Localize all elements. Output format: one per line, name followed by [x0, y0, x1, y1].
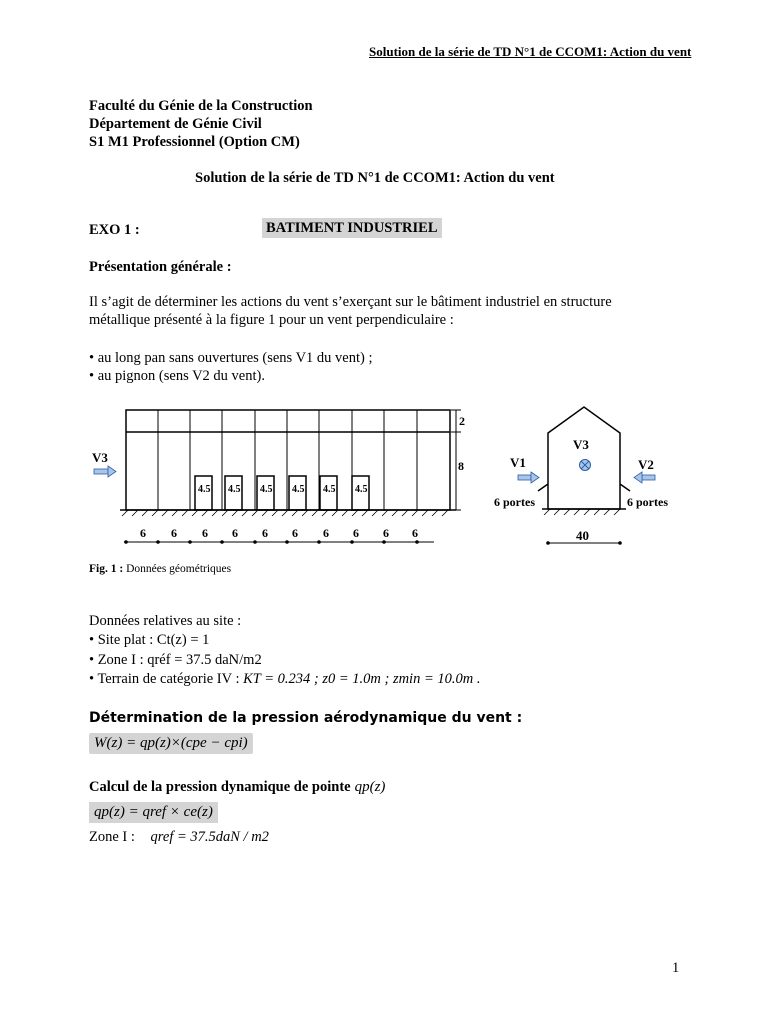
- zone-row: [89, 829, 269, 846]
- bullet-item: • au pignon (sens V2 du vent).: [89, 368, 265, 384]
- width-label: 40: [576, 528, 589, 543]
- figure-caption: [89, 563, 231, 575]
- site-terrain-label: Terrain de catégorie IV :: [97, 671, 240, 687]
- wind-label-v3-gable: V3: [573, 437, 589, 452]
- wind-arrow-v1: [518, 472, 539, 483]
- span-label: 6: [383, 526, 389, 540]
- peak-heading-row: [89, 778, 385, 796]
- figure-caption-text: Données géométriques: [126, 563, 232, 575]
- door-label: 4.5: [323, 484, 336, 495]
- bullet-item: • au long pan sans ouvertures (sens V1 du vent) ;: [89, 350, 373, 366]
- gable-ground-hatch: [544, 509, 620, 515]
- wind-into-page-icon: [580, 460, 591, 471]
- presentation-line-2: métallique présenté à la figure 1 pour un vent perpendiculaire :: [89, 312, 454, 328]
- height-main-label: 8: [458, 459, 464, 473]
- site-terrain-values: KT = 0.234 ; z0 = 1.0m ; zmin = 10.0m .: [243, 671, 481, 687]
- bullet-text: au long pan sans ouvertures (sens V1 du vent) ;: [97, 350, 373, 366]
- span-label: 6: [262, 526, 268, 540]
- peak-heading: Calcul de la pression dynamique de pointe: [89, 779, 351, 795]
- span-labels: [140, 526, 418, 540]
- site-bullet-terrain: • Terrain de catégorie IV : KT = 0.234 ; z0 = 1.0m ; zmin = 10.0m .: [89, 671, 481, 687]
- span-label: 6: [323, 526, 329, 540]
- pressure-formula: W(z) = qp(z)×(cpe − cpi): [89, 733, 253, 754]
- program-name: S1 M1 Professionnel (Option CM): [89, 134, 300, 150]
- site-heading: Données relatives au site :: [89, 613, 242, 629]
- zone-value: qref = 37.5daN / m2: [150, 829, 269, 845]
- wind-arrow-v2: [634, 472, 655, 483]
- presentation-heading: Présentation générale :: [89, 259, 232, 275]
- gable-outline: [548, 407, 620, 509]
- wind-label-v1: V1: [510, 455, 526, 470]
- height-top-label: 2: [459, 414, 465, 428]
- zone-label: Zone I :: [89, 829, 135, 845]
- wind-label-v3: V3: [92, 450, 108, 465]
- bullet-text: au pignon (sens V2 du vent).: [97, 368, 265, 384]
- span-label: 6: [140, 526, 146, 540]
- span-label: 6: [202, 526, 208, 540]
- door-label: 4.5: [198, 484, 211, 495]
- span-label: 6: [171, 526, 177, 540]
- pressure-heading: Détermination de la pression aérodynamique du vent :: [89, 710, 523, 726]
- span-label: 6: [232, 526, 238, 540]
- ground-hatch: [122, 510, 448, 516]
- door-label: 4.5: [260, 484, 273, 495]
- document-title: Solution de la série de TD N°1 de CCOM1: Action du vent: [195, 170, 555, 186]
- site-flat-text: Site plat : Ct(z) = 1: [97, 632, 210, 648]
- doors: [195, 476, 369, 510]
- bay-lines: [158, 410, 417, 510]
- department-name: Département de Génie Civil: [89, 116, 262, 132]
- door-label: 4.5: [355, 484, 368, 495]
- building-outline: [126, 410, 450, 510]
- peak-heading-symbol: qp(z): [354, 779, 386, 795]
- doors-left-label: 6 portes: [494, 495, 535, 509]
- doors-right-label: 6 portes: [627, 495, 668, 509]
- faculty-name: Faculté du Génie de la Construction: [89, 98, 313, 114]
- gable-diagram: [480, 405, 690, 555]
- page-number: 1: [672, 960, 680, 976]
- span-label: 6: [292, 526, 298, 540]
- presentation-line-1: Il s’agit de déterminer les actions du vent s’exerçant sur le bâtiment industriel en structure: [89, 294, 612, 310]
- door-label: 4.5: [228, 484, 241, 495]
- elevation-diagram: [80, 400, 480, 555]
- door-pointer-right: [620, 484, 630, 491]
- site-zone-text: Zone I : qréf = 37.5 daN/m2: [97, 652, 262, 668]
- exercise-name: [262, 220, 442, 237]
- figure-caption-label: Fig. 1 :: [89, 563, 124, 575]
- wind-arrow-v3: [94, 466, 116, 477]
- running-header: Solution de la série de TD N°1 de CCOM1: Action du vent: [369, 44, 692, 59]
- span-label: 6: [412, 526, 418, 540]
- peak-formula: qp(z) = qref × ce(z): [89, 802, 218, 823]
- door-label: 4.5: [292, 484, 305, 495]
- door-labels: [198, 484, 368, 495]
- site-bullet-flat: • Site plat : Ct(z) = 1: [89, 632, 210, 648]
- exercise-label: EXO 1 :: [89, 222, 140, 238]
- span-label: 6: [353, 526, 359, 540]
- exercise-name-text: BATIMENT INDUSTRIEL: [262, 218, 442, 238]
- site-bullet-zone: • Zone I : qréf = 37.5 daN/m2: [89, 652, 262, 668]
- door-pointer-left: [538, 484, 548, 491]
- wind-label-v2: V2: [638, 457, 654, 472]
